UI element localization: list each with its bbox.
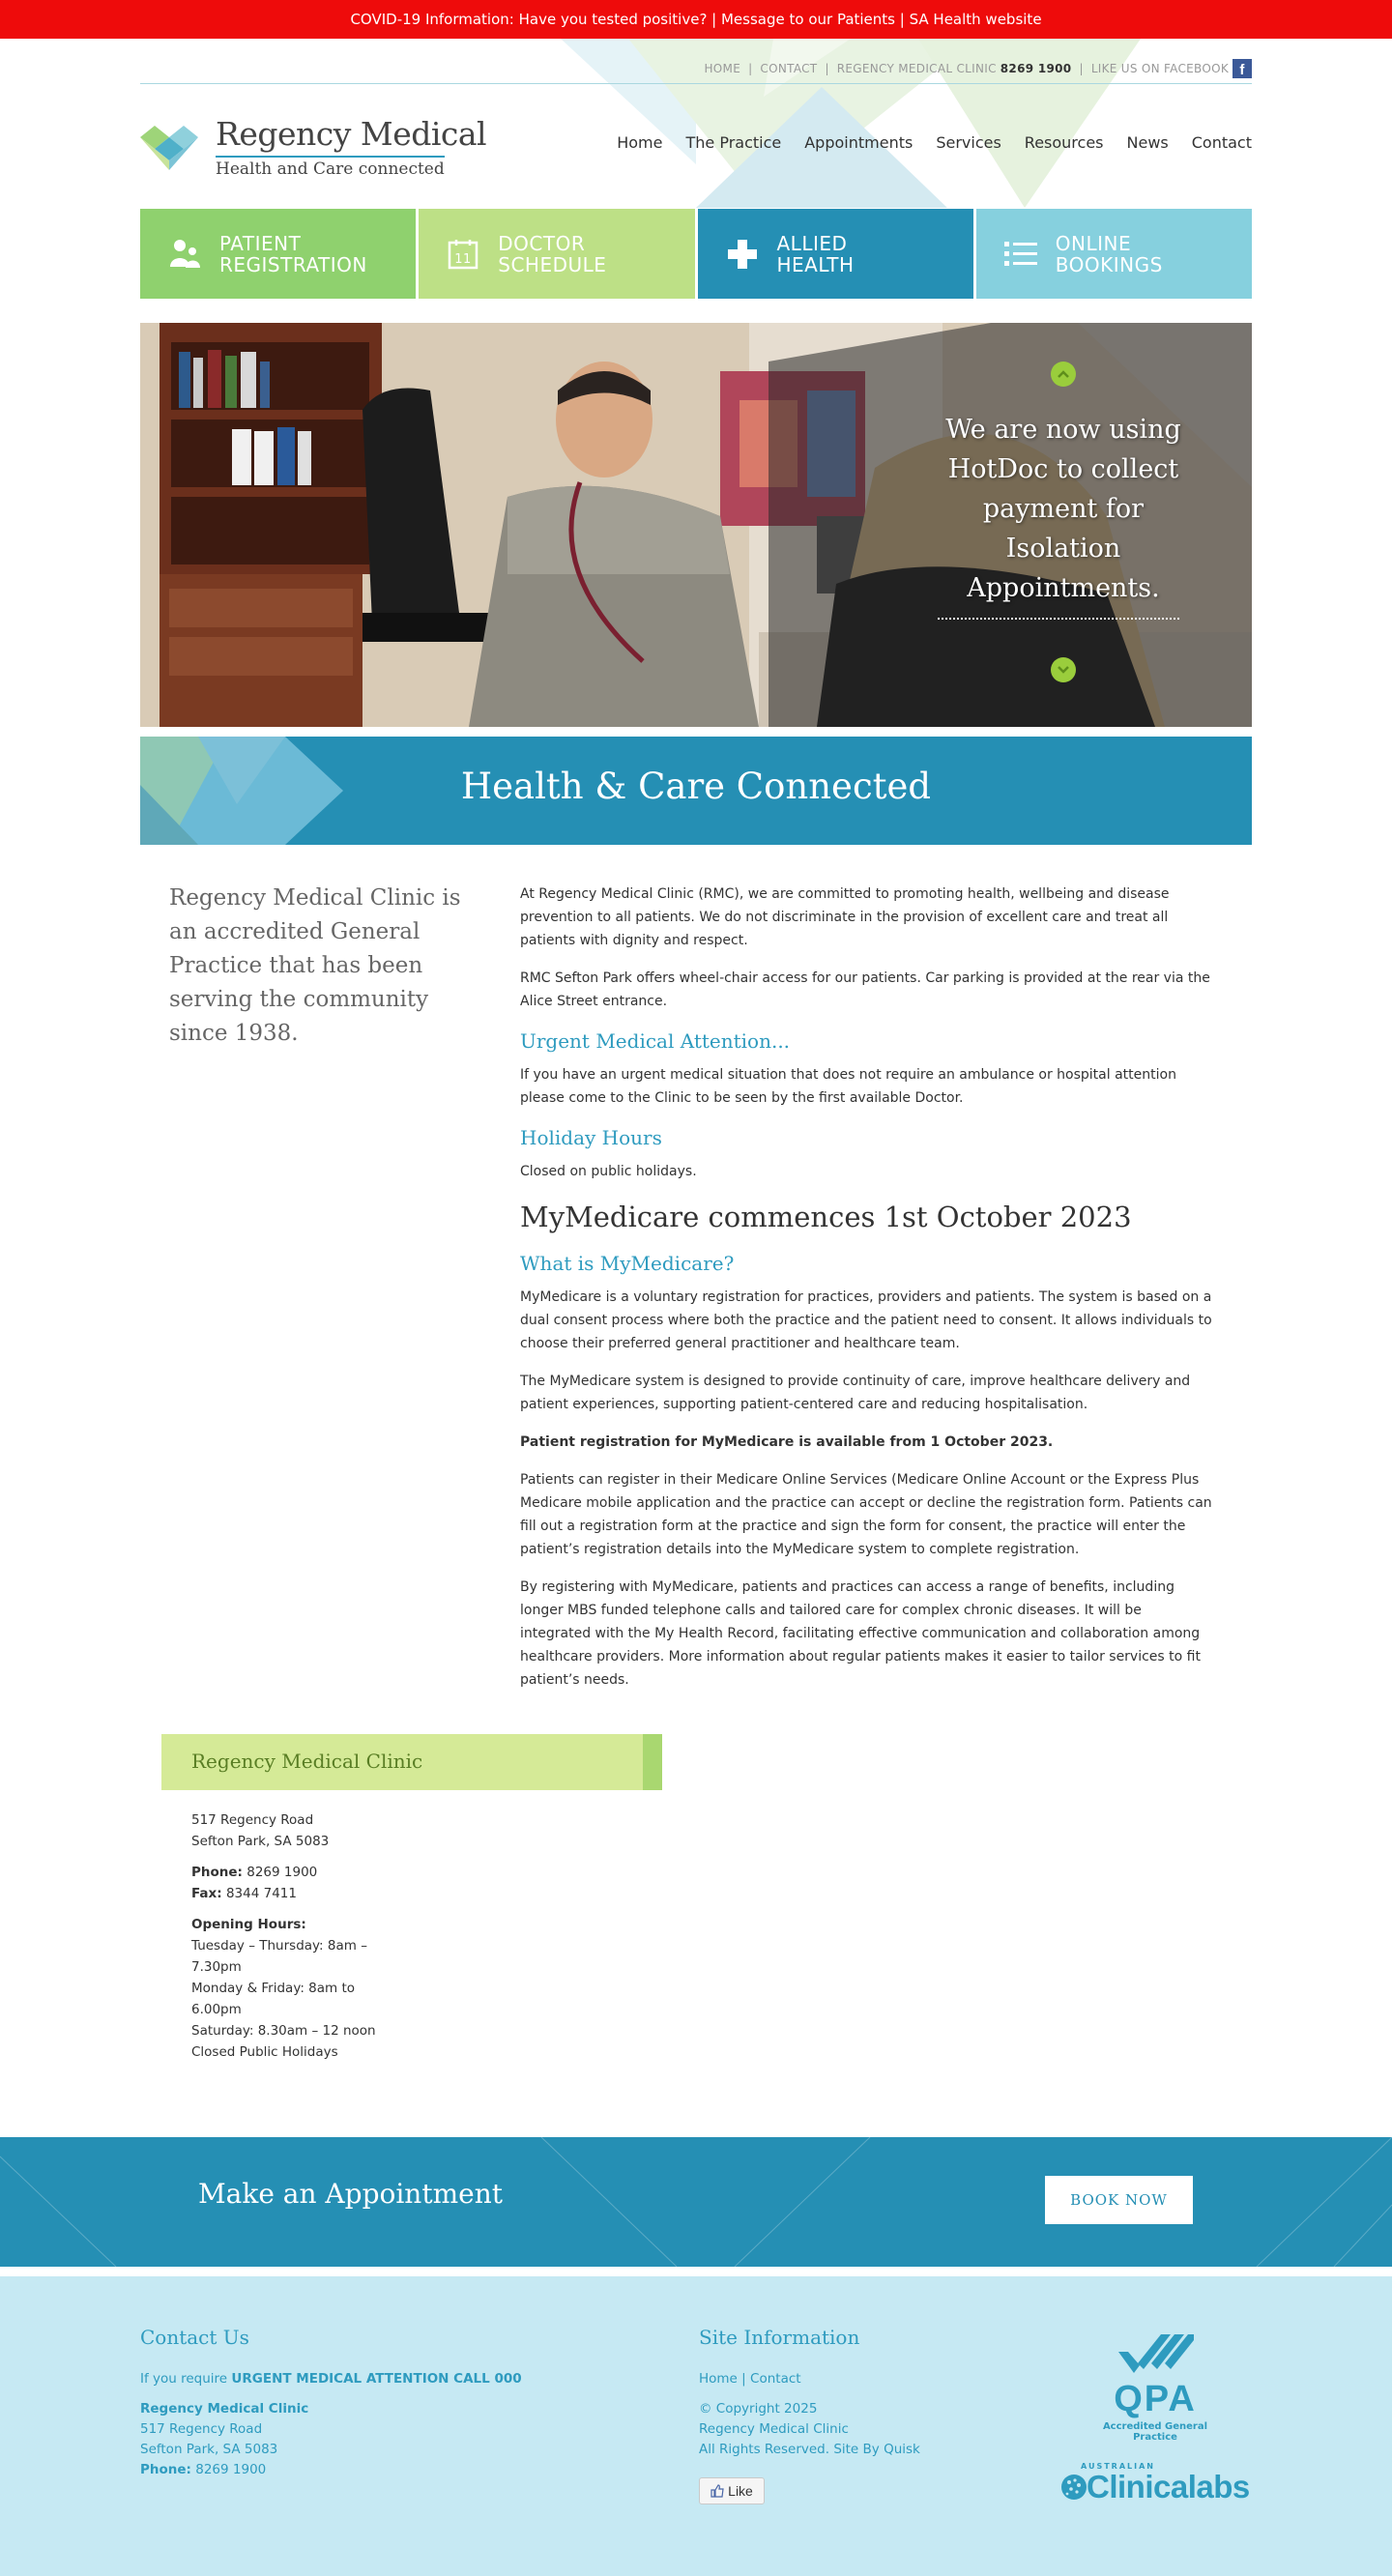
calendar-day: 11 bbox=[454, 251, 473, 267]
footer bbox=[0, 2276, 1392, 2576]
tile-label-line1: ALLIED bbox=[776, 231, 848, 255]
logo-tagline: Health and Care connected bbox=[216, 156, 445, 179]
hero-caption: We are now using HotDoc to collect payment for Isolation Appointments. bbox=[945, 415, 1181, 603]
qpa-mark-icon bbox=[1116, 2332, 1194, 2377]
section-banner bbox=[140, 737, 1252, 845]
hero-prev-button[interactable] bbox=[1051, 362, 1076, 387]
clinic-details bbox=[191, 1809, 385, 2063]
footer-site-info bbox=[699, 2325, 1018, 2504]
covid-alert-bar[interactable] bbox=[0, 0, 1392, 39]
content-paragraph-bold: Patient registration for MyMedicare is available from 1 October 2023. bbox=[520, 1434, 1054, 1450]
nav-contact[interactable]: Contact bbox=[1191, 133, 1252, 152]
top-clinic-label: REGENCY MEDICAL CLINIC bbox=[836, 62, 997, 75]
clinicalabs-text: Clinicalabs bbox=[1087, 2469, 1250, 2504]
footer-urgent-call: URGENT MEDICAL ATTENTION CALL 000 bbox=[231, 2371, 522, 2387]
clinicalabs-logo bbox=[1059, 2462, 1253, 2504]
book-now-button[interactable]: BOOK NOW bbox=[1045, 2176, 1193, 2224]
top-phone[interactable]: 8269 1900 bbox=[1000, 62, 1072, 75]
footer-site-clinic: Regency Medical Clinic bbox=[699, 2421, 849, 2437]
top-link-facebook[interactable]: LIKE US ON FACEBOOK bbox=[1090, 62, 1229, 75]
clinic-hours-line: Saturday: 8.30am – 12 noon bbox=[191, 2023, 376, 2039]
calendar-icon bbox=[446, 237, 480, 272]
facebook-like-button[interactable] bbox=[699, 2477, 765, 2504]
tile-patient-registration[interactable] bbox=[140, 209, 416, 299]
clinic-fax-label: Fax: bbox=[191, 1886, 222, 1901]
tile-doctor-schedule[interactable] bbox=[419, 209, 694, 299]
heading-what-is-mymedicare: What is MyMedicare? bbox=[520, 1252, 735, 1275]
clinicalabs-top: AUSTRALIAN bbox=[1081, 2462, 1155, 2471]
tile-allied-health[interactable] bbox=[698, 209, 973, 299]
clinic-title-box bbox=[161, 1734, 662, 1790]
content-paragraph: MyMedicare is a voluntary registration for practices, providers and patients. The system is based on a dual consent process where both the practice and the patient need to consent. It allows individuals to choose their preferred general practitioner and healthcare team. bbox=[520, 1289, 1212, 1351]
footer-phone-label: Phone: bbox=[140, 2462, 191, 2477]
clinic-hours-line: Tuesday – Thursday: 8am – 7.30pm bbox=[191, 1938, 367, 1975]
heading-mymedicare: MyMedicare commences 1st October 2023 bbox=[520, 1201, 1132, 1233]
clinic-address-2: Sefton Park, SA 5083 bbox=[191, 1834, 330, 1849]
footer-link-contact[interactable]: Contact bbox=[750, 2371, 801, 2387]
like-label: Like bbox=[728, 2482, 753, 2499]
qpa-accreditation-logo bbox=[1083, 2332, 1228, 2443]
content-paragraph: By registering with MyMedicare, patients and practices can access a range of benefits, including longer MBS funded telephone calls and tailored care for complex chronic diseases. It will be integrated with the My Health Record, facilitating effective communication and collaboration among healthcare providers. More information about regular patients makes it easier to tailor services to fit patient’s needs. bbox=[520, 1579, 1201, 1688]
top-utility-links bbox=[140, 54, 1252, 83]
tile-label-line2: HEALTH bbox=[776, 252, 855, 276]
footer-address-1: 517 Regency Road bbox=[140, 2421, 263, 2437]
intro-text: Regency Medical Clinic is an accredited General Practice that has been serving the community since 1938. bbox=[169, 885, 461, 1046]
facebook-icon[interactable]: f bbox=[1232, 59, 1252, 78]
clinic-hours-line: Monday & Friday: 8am to 6.00pm bbox=[191, 1981, 356, 2017]
heading-urgent: Urgent Medical Attention... bbox=[520, 1029, 791, 1053]
users-icon bbox=[167, 237, 202, 272]
tile-online-bookings[interactable] bbox=[976, 209, 1252, 299]
covid-alert-text[interactable]: COVID-19 Information: Have you tested positive? | Message to our Patients | SA Health website bbox=[350, 11, 1042, 28]
clinic-phone[interactable]: 8269 1900 bbox=[246, 1865, 318, 1880]
footer-contact bbox=[140, 2325, 546, 2480]
logo-name: Regency Medical bbox=[216, 115, 487, 153]
clinic-hours-line: Closed Public Holidays bbox=[191, 2044, 338, 2060]
top-link-contact[interactable]: CONTACT bbox=[760, 62, 818, 75]
footer-copyright: © Copyright 2025 bbox=[699, 2401, 818, 2417]
tile-label-line1: ONLINE bbox=[1055, 231, 1132, 255]
tile-label-line2: BOOKINGS bbox=[1055, 252, 1163, 276]
separator: | bbox=[825, 62, 829, 75]
tile-label-line1: DOCTOR bbox=[498, 231, 586, 255]
content-paragraph: RMC Sefton Park offers wheel-chair access for our patients. Car parking is provided at the rear via the Alice Street entrance. bbox=[520, 970, 1210, 1009]
appointment-title: Make an Appointment bbox=[198, 2178, 503, 2210]
nav-news[interactable]: News bbox=[1126, 133, 1169, 152]
clinic-title: Regency Medical Clinic bbox=[191, 1750, 423, 1773]
nav-the-practice[interactable]: The Practice bbox=[685, 133, 782, 152]
qpa-subtext: Accredited General Practice bbox=[1102, 2421, 1208, 2443]
hero-caption-divider bbox=[938, 618, 1179, 620]
list-icon bbox=[1003, 237, 1038, 272]
nav-services[interactable]: Services bbox=[936, 133, 1001, 152]
globe-icon bbox=[1059, 2473, 1088, 2502]
nav-appointments[interactable]: Appointments bbox=[804, 133, 914, 152]
plus-icon bbox=[725, 237, 760, 272]
tile-label-line1: PATIENT bbox=[219, 231, 302, 255]
footer-urgent-prefix: If you require bbox=[140, 2371, 228, 2387]
footer-site-title: Site Information bbox=[699, 2326, 860, 2349]
content-paragraph: At Regency Medical Clinic (RMC), we are committed to promoting health, wellbeing and disease prevention to all patients. We do not discriminate in the provision of excellent care and treat all patients with dignity and respect. bbox=[520, 886, 1170, 948]
clinic-address-1: 517 Regency Road bbox=[191, 1812, 314, 1828]
tile-label-line2: REGISTRATION bbox=[219, 252, 367, 276]
separator: | bbox=[1079, 62, 1084, 75]
banner-title: Health & Care Connected bbox=[460, 766, 932, 807]
clinic-phone-label: Phone: bbox=[191, 1865, 243, 1880]
footer-contact-title: Contact Us bbox=[140, 2326, 249, 2349]
main-content bbox=[520, 883, 1216, 1706]
clinic-hours-label: Opening Hours: bbox=[191, 1917, 306, 1932]
hero-slider[interactable] bbox=[140, 323, 1252, 727]
clinic-fax: 8344 7411 bbox=[225, 1886, 297, 1901]
hero-next-button[interactable] bbox=[1051, 657, 1076, 682]
qpa-text: QPA bbox=[1114, 2379, 1197, 2419]
content-paragraph: The MyMedicare system is designed to provide continuity of care, improve healthcare delivery and patient experiences, supporting patient-centered care and reducing hospitalisation. bbox=[520, 1374, 1191, 1412]
nav-resources[interactable]: Resources bbox=[1024, 133, 1104, 152]
site-logo[interactable] bbox=[140, 114, 486, 182]
nav-home[interactable]: Home bbox=[617, 133, 663, 152]
footer-link-home[interactable]: Home bbox=[699, 2371, 738, 2387]
separator: | bbox=[748, 62, 753, 75]
content-paragraph: Patients can register in their Medicare Online Services (Medicare Online Account or the Express Plus Medicare mobile application and the practice can accept or decline the registration form. Patients can fill out a registration form at the practice and sign the form for consent, the practice will enter the patient’s registration details into the MyMedicare system to complete registration. bbox=[520, 1472, 1212, 1557]
footer-address-2: Sefton Park, SA 5083 bbox=[140, 2442, 278, 2457]
heart-logo-icon bbox=[140, 124, 198, 172]
thumbs-up-icon bbox=[710, 2484, 724, 2498]
tile-label-line2: SCHEDULE bbox=[498, 252, 607, 276]
footer-phone[interactable]: 8269 1900 bbox=[195, 2462, 267, 2477]
separator: | bbox=[741, 2371, 746, 2387]
top-link-home[interactable]: HOME bbox=[704, 62, 741, 75]
content-paragraph: If you have an urgent medical situation that does not require an ambulance or hospital attention please come to the Clinic to be seen by the first available Doctor. bbox=[520, 1067, 1176, 1106]
main-nav bbox=[617, 133, 1252, 152]
quick-link-tiles bbox=[140, 209, 1252, 299]
heading-holiday: Holiday Hours bbox=[520, 1126, 662, 1149]
footer-clinic-name: Regency Medical Clinic bbox=[140, 2401, 309, 2417]
footer-rights: All Rights Reserved. Site By Quisk bbox=[699, 2442, 920, 2457]
appointment-band bbox=[0, 2137, 1392, 2267]
content-paragraph: Closed on public holidays. bbox=[520, 1164, 697, 1179]
top-divider bbox=[140, 83, 1252, 84]
